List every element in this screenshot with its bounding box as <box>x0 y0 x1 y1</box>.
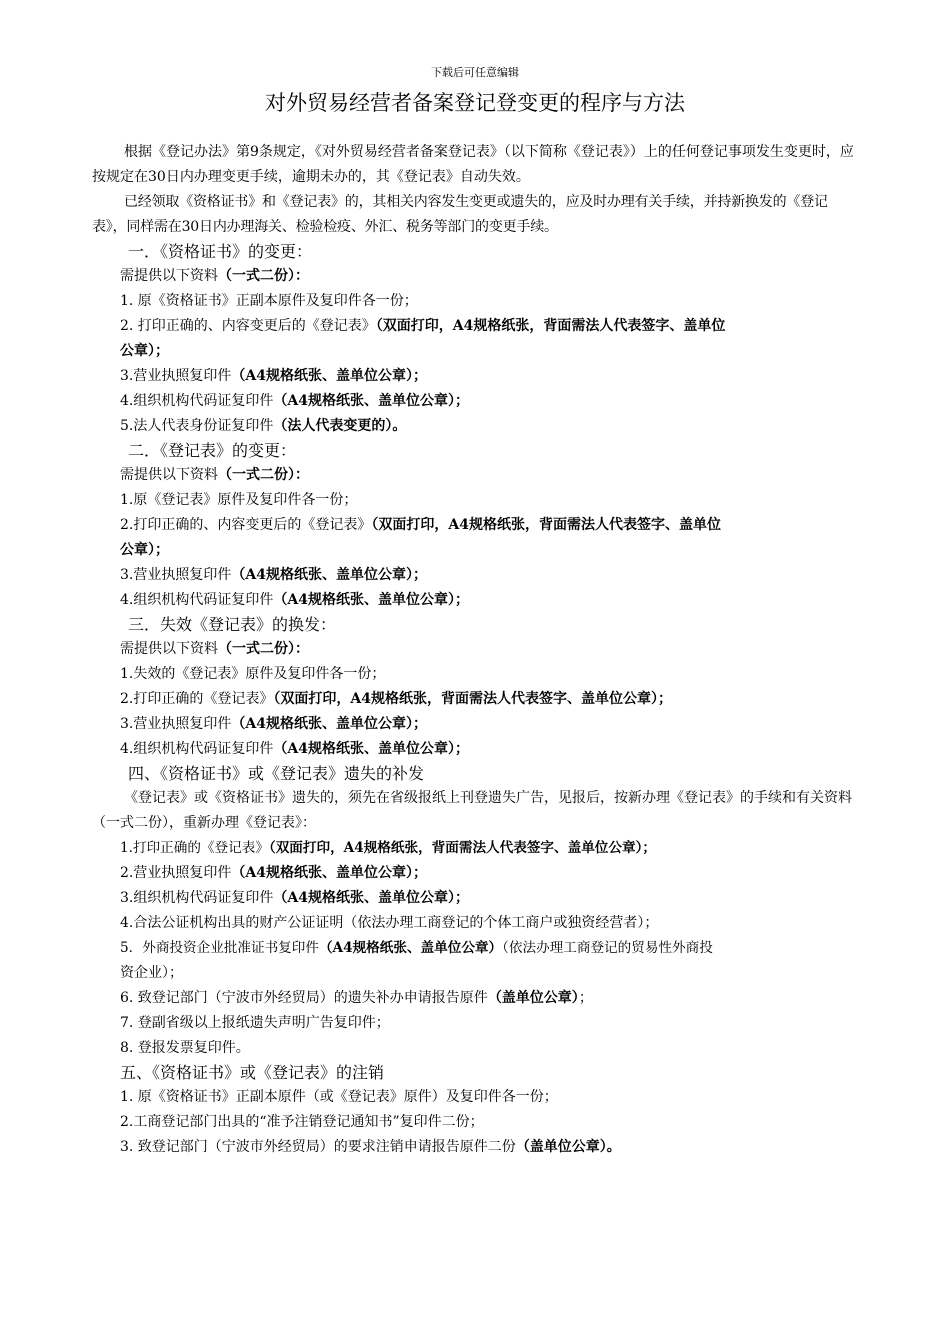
page-title: 对外贸易经营者备案登记登变更的程序与方法 <box>265 91 685 115</box>
section-2-item-1: 1.原《登记表》原件及复印件各一份； <box>120 492 358 508</box>
section-2-heading: 二．《登记表》的变更： <box>128 441 297 460</box>
download-note: 下载后可任意编辑 <box>431 66 519 79</box>
section-1-heading: 一．《资格证书》的变更： <box>128 242 313 261</box>
section-2-item-2: 2.打印正确的、内容变更后的《登记表》（双面打印，A4规格纸张，背面需法人代表签字、盖单位 <box>120 517 721 533</box>
document-body <box>92 140 860 1160</box>
intro-paragraph-1: 根据《登记办法》第9条规定，《对外贸易经营者备案登记表》（以下简称《登记表》）上的任何登记事项发生变更时，应按规定在30日内办理变更手续，逾期未办的，其《登记表》自动失效。 <box>92 144 854 185</box>
section-5-item-3: 3. 致登记部门（宁波市外经贸局）的要求注销申请报告原件二份（盖单位公章）。 <box>120 1139 621 1155</box>
section-4-item-1: 1.打印正确的《登记表》（双面打印，A4规格纸张，背面需法人代表签字、盖单位公章）； <box>120 840 656 856</box>
section-4-item-5: 5．外商投资企业批准证书复印件（A4规格纸张、盖单位公章）（依法办理工商登记的贸易性外商投 <box>120 940 713 956</box>
section-4-item-4: 4.合法公证机构出具的财产公证证明（依法办理工商登记的个体工商户或独资经营者）； <box>120 915 659 931</box>
section-2-requirement: 需提供以下资料（一式二份）： <box>120 467 309 483</box>
section-1-item-5: 5.法人代表身份证复印件（法人代表变更的）。 <box>120 418 407 434</box>
section-3-heading: 三．失效《登记表》的换发： <box>128 615 337 634</box>
section-4-item-7: 7. 登副省级以上报纸遗失声明广告复印件； <box>120 1015 390 1031</box>
section-5-heading: 五、《资格证书》或《登记表》的注销 <box>120 1063 385 1082</box>
section-5-item-2: 2.工商登记部门出具的“准予注销登记通知书”复印件二份； <box>120 1114 484 1130</box>
section-3-item-2: 2.打印正确的《登记表》（双面打印，A4规格纸张，背面需法人代表签字、盖单位公章）； <box>120 691 672 707</box>
section-3-requirement: 需提供以下资料（一式二份）： <box>120 641 309 657</box>
section-4-item-6: 6. 致登记部门（宁波市外经贸局）的遗失补办申请报告原件（盖单位公章）； <box>120 990 593 1006</box>
section-3-item-1: 1.失效的《登记表》原件及复印件各一份； <box>120 666 386 682</box>
section-4-heading: 四、《资格证书》或《登记表》遗失的补发 <box>128 764 425 783</box>
section-4-item-3: 3.组织机构代码证复印件（A4规格纸张、盖单位公章）； <box>120 890 469 906</box>
section-1-item-4: 4.组织机构代码证复印件（A4规格纸张、盖单位公章）； <box>120 393 469 409</box>
intro-paragraph-2: 已经领取《资格证书》和《登记表》的，其相关内容发生变更或遗失的，应及时办理有关手续，并持新换发的《登记表》，同样需在30日内办理海关、检验检疫、外汇、税务等部门的变更手续。 <box>92 194 828 235</box>
section-2-item-2-cont: 公章）； <box>120 542 169 558</box>
section-2-item-3: 3.营业执照复印件（A4规格纸张、盖单位公章）； <box>120 567 427 583</box>
section-1-item-1: 1. 原《资格证书》正副本原件及复印件各一份； <box>120 293 418 309</box>
section-4-item-5-cont: 资企业）； <box>120 965 183 981</box>
section-4-paragraph: 《登记表》或《资格证书》遗失的，须先在省级报纸上刊登遗失广告，见报后，按新办理《登记表》的手续和有关资料（一式二份），重新办理《登记表》： <box>92 790 852 831</box>
section-4-item-2: 2.营业执照复印件（A4规格纸张、盖单位公章）； <box>120 865 427 881</box>
section-5-item-1: 1. 原《资格证书》正副本原件（或《登记表》原件）及复印件各一份； <box>120 1089 558 1105</box>
section-1-item-2-cont: 公章）； <box>120 343 169 359</box>
section-1-requirement: 需提供以下资料（一式二份）： <box>120 268 309 284</box>
section-2-item-4: 4.组织机构代码证复印件（A4规格纸张、盖单位公章）； <box>120 592 469 608</box>
section-1-item-3: 3.营业执照复印件（A4规格纸张、盖单位公章）； <box>120 368 427 384</box>
section-1-item-2: 2. 打印正确的、内容变更后的《登记表》（双面打印，A4规格纸张，背面需法人代表签字、盖单位 <box>120 318 726 334</box>
section-3-item-3: 3.营业执照复印件（A4规格纸张、盖单位公章）； <box>120 716 427 732</box>
section-4-item-8: 8. 登报发票复印件。 <box>120 1040 250 1056</box>
section-3-item-4: 4.组织机构代码证复印件（A4规格纸张、盖单位公章）； <box>120 741 469 757</box>
